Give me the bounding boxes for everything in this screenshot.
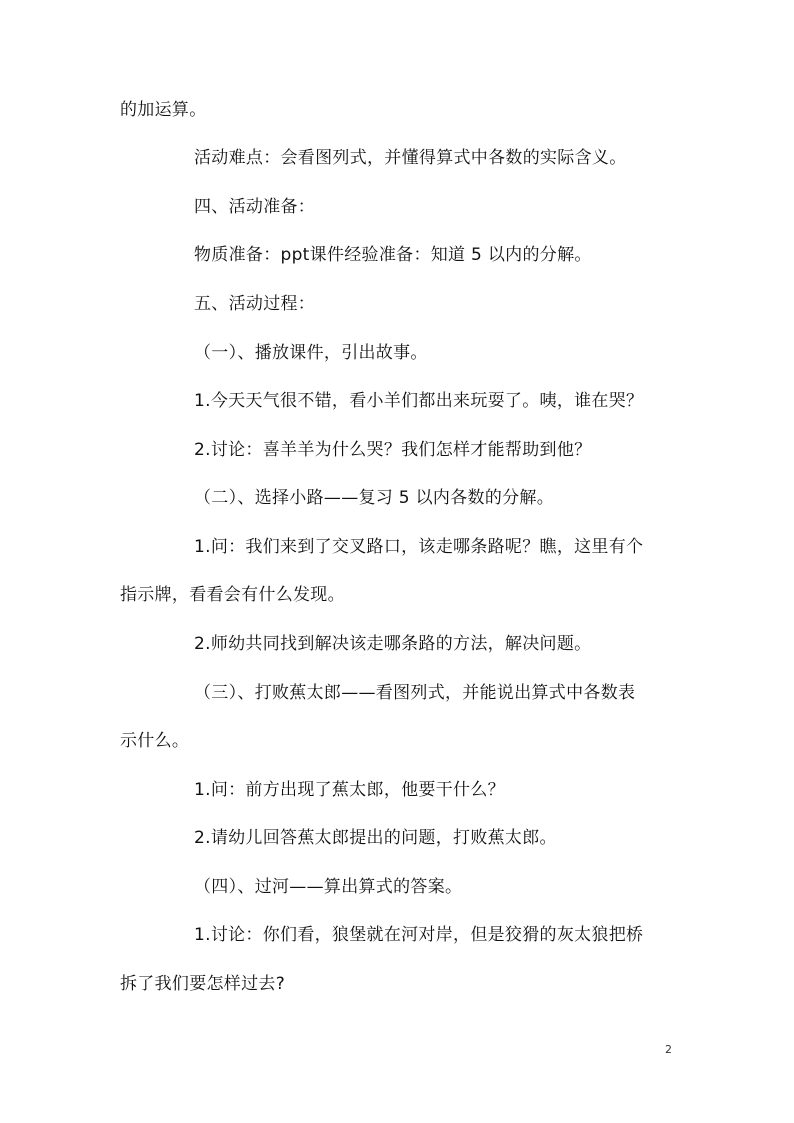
section-heading: 四、活动准备： — [194, 197, 316, 217]
text-line: 2.请幼儿回答蕉太郎提出的问题，打败蕉太郎。 — [194, 828, 557, 848]
page-number: 2 — [665, 1043, 672, 1056]
text-line: 2.师幼共同找到解决该走哪条路的方法，解决问题。 — [194, 634, 592, 654]
text-line: 的加运算。 — [120, 100, 207, 120]
text-line: 1.问：前方出现了蕉太郎，他要干什么？ — [194, 780, 505, 800]
text-line: 拆了我们要怎样过去? — [120, 974, 286, 994]
subsection-heading: （四）、过河——算出算式的答案。 — [194, 877, 463, 897]
text-line: 示什么。 — [120, 731, 190, 751]
text-line: 1.今天天气很不错，看小羊们都出来玩耍了。咦，谁在哭？ — [194, 391, 644, 411]
text-line: 1.问：我们来到了交叉路口，该走哪条路呢？瞧，这里有个 — [194, 537, 644, 557]
subsection-heading: （二）、选择小路——复习 5 以内各数的分解。 — [194, 488, 555, 508]
text-line: 2.讨论：喜羊羊为什么哭？我们怎样才能帮助到他？ — [194, 440, 592, 460]
subsection-heading: （三）、打败蕉太郎——看图列式，并能说出算式中各数表 — [194, 683, 636, 703]
text-line: 物质准备：ppt课件经验准备：知道 5 以内的分解。 — [194, 245, 592, 265]
subsection-heading: （一）、播放课件，引出故事。 — [194, 343, 428, 363]
text-line: 指示牌，看看会有什么发现。 — [120, 585, 345, 605]
text-line: 活动难点：会看图列式，并懂得算式中各数的实际含义。 — [194, 148, 627, 168]
text-line: 1.讨论：你们看，狼堡就在河对岸，但是狡猾的灰太狼把桥 — [194, 925, 644, 945]
section-heading: 五、活动过程： — [194, 294, 316, 314]
